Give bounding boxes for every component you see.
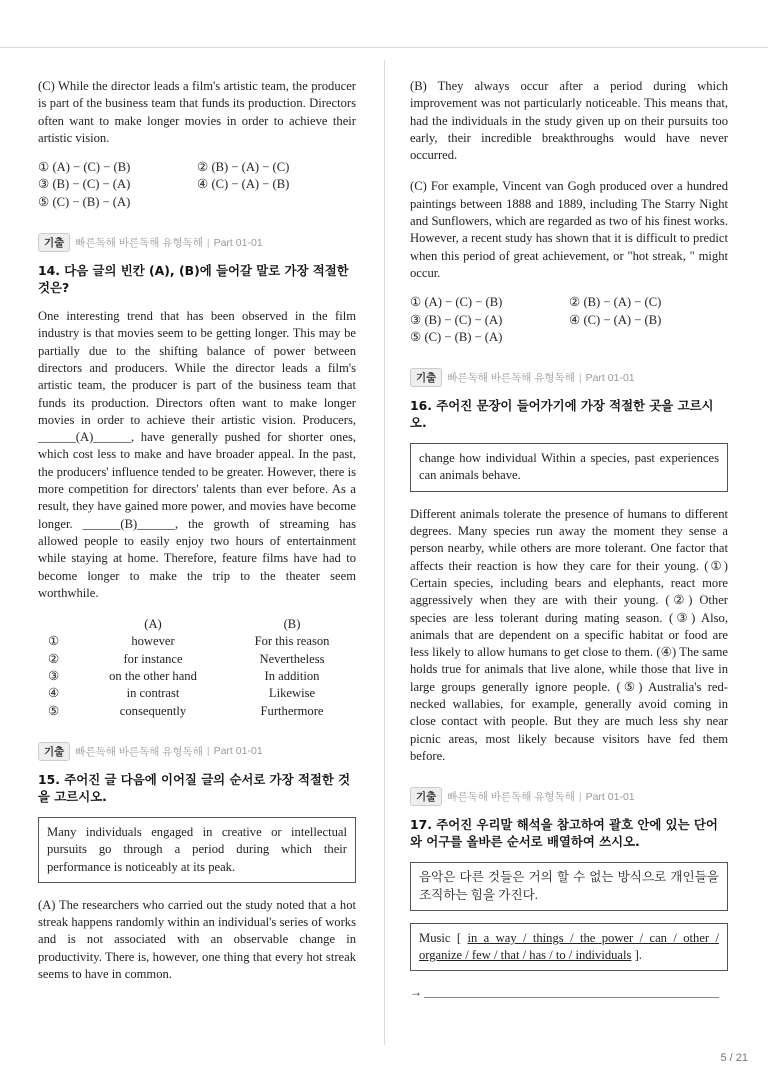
option-row[interactable]: ④ in contrast Likewise — [48, 686, 316, 701]
option-row[interactable]: ② for instance Nevertheless — [48, 651, 325, 666]
part-label: Part 01-01 — [213, 236, 263, 249]
answer-line[interactable] — [410, 985, 728, 1000]
part-label: Part 01-01 — [213, 745, 263, 758]
scrambled-words: in a way / things / the power / can / other / organize / few / that / has / to / individuals — [419, 930, 719, 963]
q17-word-box — [410, 923, 728, 972]
q16-tag: 기출 빠른독해 바른독해 유형독해 | Part 01-01 — [410, 368, 728, 387]
passage-c-continued: (C) While the director leads a film's artistic team, the producer is part of the business team that funds its production. Directors often want to make longer movies in order to achieve their artistic vision. — [38, 79, 356, 145]
q15-paragraph-b: (B) They always occur after a period during which improvement was not particularly noticeable. This means that, had the individuals in the study given up on their pursuits too early, their incredible breakthroughs would have never occurred. — [410, 79, 728, 163]
q17-title: 17. 주어진 우리말 해석을 참고하여 괄호 안에 있는 단어와 어구를 올바른 순서로 배열하여 쓰시오. — [410, 817, 718, 850]
word-box-suffix: ]. — [631, 948, 642, 963]
choice-3[interactable]: ③ (B) − (C) − (A) — [38, 177, 131, 192]
q17-tag: 기출 빠른독해 바른독해 유형독해 | Part 01-01 — [410, 787, 728, 806]
exam-badge: 기출 — [38, 742, 70, 761]
q16-given-sentence-box: change how individual Within a species, past experiences can animals behave. — [410, 443, 728, 492]
q15-paragraph-a: (A) The researchers who carried out the study noted that a hot streak happens randomly within an individual's series of works and is not associated with an observable change in productivity. There is, however, one thing that every hot streak seems to have in common. — [38, 897, 356, 981]
choice-2[interactable]: ② (B) − (A) − (C) — [569, 295, 662, 310]
column-divider — [384, 60, 385, 1045]
q15-tag: 기출 빠른독해 바른독해 유형독해 | Part 01-01 — [38, 742, 356, 761]
q14-title: 14. 다음 글의 빈칸 (A), (B)에 들어갈 말로 가장 적절한 것은? — [38, 263, 349, 296]
source-label: 빠른독해 바른독해 유형독해 — [447, 791, 575, 804]
exam-badge: 기출 — [410, 787, 442, 806]
part-label: Part 01-01 — [585, 790, 635, 803]
q15-given-box: Many individuals engaged in creative or intellectual pursuits go through a period during which their performance is noticeably at its peak. — [38, 817, 356, 883]
choice-3[interactable]: ③ (B) − (C) − (A) — [410, 312, 503, 327]
exam-badge: 기출 — [410, 368, 442, 387]
choice-1[interactable]: ① (A) − (C) − (B) — [410, 295, 503, 310]
q14-tag: 기출 빠른독해 바른독해 유형독해 | Part 01-01 — [38, 233, 356, 252]
q14-passage: One interesting trend that has been observed in the film industry is that movies seem to be getting longer. This may be partially due to the shifting balance of power between directors and producers. While the director leads a film's artistic team, the producer is part of the business team that funds its production. Directors often want to make longer movies in order to achieve their artistic vision. Producers, ______(A)______, have generally pushed for shorter ones, which cost less to make and have broader appeal. In the past, the producers' influence tended to be greater. However, there is more competition for directors' talents than ever before. As a result, they have gained more power, and movies have become longer. ______(B)______, the growth of streaming has allowed people to easily enjoy two hours of entertainment while staying at home. Therefore, feature films have had to become longer to make the trip to the theater seem worthwhile. — [38, 309, 356, 600]
choice-1[interactable]: ① (A) − (C) − (B) — [38, 160, 131, 175]
option-row[interactable]: ③ on the other hand In addition — [48, 669, 320, 684]
page-number: 5 / 21 — [720, 1052, 748, 1064]
exam-badge: 기출 — [38, 233, 70, 252]
q15-title: 15. 주어진 글 다음에 이어질 글의 순서로 가장 적절한 것을 고르시오. — [38, 771, 351, 804]
left-column — [38, 78, 356, 983]
option-row[interactable]: ⑤ consequently Furthermore — [48, 703, 324, 718]
q13-choices — [38, 159, 356, 211]
col-b-head: (B) — [283, 617, 301, 632]
choice-2[interactable]: ② (B) − (A) − (C) — [197, 160, 290, 175]
arrow-icon: → — [410, 985, 422, 1000]
choice-4[interactable]: ④ (C) − (A) − (B) — [569, 312, 662, 327]
col-a-head: (A) — [144, 617, 162, 632]
q17-korean-box: 음악은 다른 것들은 거의 할 수 없는 방식으로 개인들을 조직하는 힘을 가진다. — [410, 862, 728, 911]
option-row[interactable]: ① however For this reason — [48, 634, 330, 649]
q15-paragraph-c: (C) For example, Vincent van Gogh produced over a hundred paintings between 1888 and 1889, including The Starry Night and Sunflowers, which are regarded as two of his finest works. However, a recent study has shown that it is difficult to predict when this period of great achievement, or "hot streak, " might occur. — [410, 179, 728, 280]
q15-choices — [410, 294, 728, 346]
part-label: Part 01-01 — [585, 371, 635, 384]
source-label: 빠른독해 바른독해 유형독해 — [447, 372, 575, 385]
source-label: 빠른독해 바른독해 유형독해 — [75, 745, 203, 758]
right-column — [410, 78, 728, 1000]
choice-5[interactable]: ⑤ (C) − (B) − (A) — [38, 194, 131, 209]
source-label: 빠른독해 바른독해 유형독해 — [75, 237, 203, 250]
q16-passage: Different animals tolerate the presence of humans to different degrees. Many species run away the moment they sense a person nearby, while others are more tolerant. One factor that affects their reaction is how they care for their young. (①) Certain species, including bears and elephants, react more aggressively when they are with their young. (②) Other species are less tolerant during mating season. (③) Also, animals that are dependent on a specific habitat or food are less likely to allow humans to get close to them. (④) The same holds true for animals that live alone, while those that live in large groups generally ignore people. (⑤) Australia's red-necked wallabies, for example, generally avoid coming in close contact with people. But they are much less shy near picnic areas, most likely because visitors have fed them before. — [410, 506, 728, 763]
choice-4[interactable]: ④ (C) − (A) − (B) — [197, 177, 290, 192]
q16-title: 16. 주어진 문장이 들어가기에 가장 적절한 곳을 고르시오. — [410, 398, 714, 431]
answer-blank[interactable] — [424, 988, 719, 998]
q14-options-table — [38, 616, 356, 720]
word-box-prefix: Music [ — [419, 930, 468, 945]
top-rule — [0, 47, 768, 48]
choice-5[interactable]: ⑤ (C) − (B) − (A) — [410, 329, 503, 344]
